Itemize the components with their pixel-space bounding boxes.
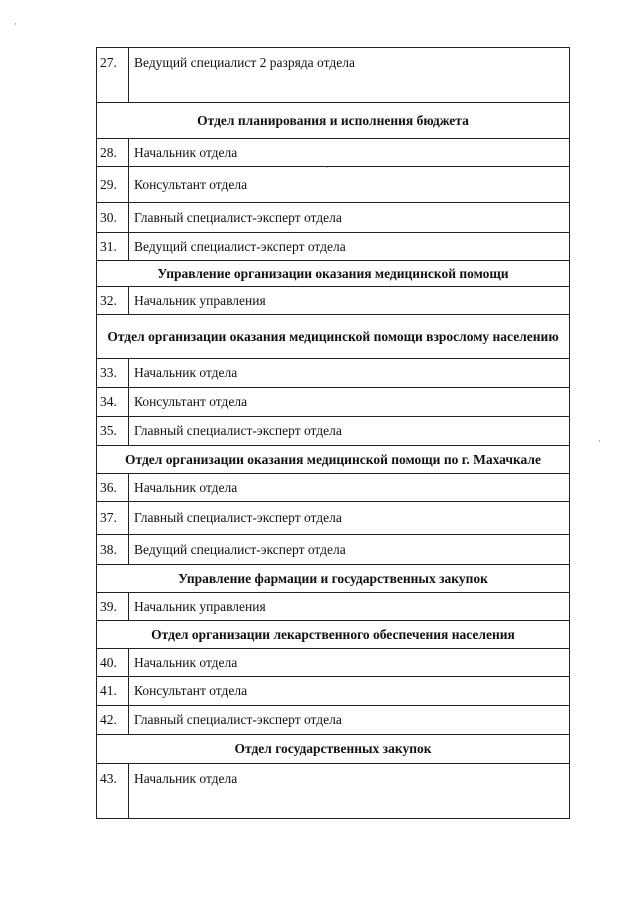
section-header-row bbox=[97, 735, 570, 764]
position-number: 37. bbox=[97, 502, 129, 535]
position-number: 29. bbox=[97, 167, 129, 203]
document-page bbox=[96, 47, 570, 819]
section-header-row bbox=[97, 261, 570, 287]
position-row bbox=[97, 359, 570, 388]
position-row bbox=[97, 649, 570, 677]
section-title: Отдел государственных закупок bbox=[97, 735, 570, 764]
position-row bbox=[97, 706, 570, 735]
position-number: 34. bbox=[97, 388, 129, 417]
table-body bbox=[97, 48, 570, 819]
position-title: Главный специалист-эксперт отдела bbox=[129, 417, 570, 446]
section-title: Отдел организации лекарственного обеспечения населения bbox=[97, 621, 570, 649]
section-header-row bbox=[97, 565, 570, 593]
position-number: 32. bbox=[97, 287, 129, 315]
position-row bbox=[97, 764, 570, 819]
section-header-row bbox=[97, 446, 570, 474]
position-title: Главный специалист-эксперт отдела bbox=[129, 706, 570, 735]
position-title: Начальник отдела bbox=[129, 139, 570, 167]
position-number: 35. bbox=[97, 417, 129, 446]
position-title: Консультант отдела bbox=[129, 388, 570, 417]
section-title: Управление фармации и государственных закупок bbox=[97, 565, 570, 593]
position-number: 31. bbox=[97, 233, 129, 261]
position-number: 38. bbox=[97, 535, 129, 565]
position-title: Начальник отдела bbox=[129, 359, 570, 388]
position-number: 28. bbox=[97, 139, 129, 167]
section-title: Отдел планирования и исполнения бюджета bbox=[97, 103, 570, 139]
position-title: Начальник управления bbox=[129, 287, 570, 315]
position-row bbox=[97, 593, 570, 621]
position-title: Главный специалист-эксперт отдела bbox=[129, 502, 570, 535]
position-number: 43. bbox=[97, 764, 129, 819]
section-header-row bbox=[97, 621, 570, 649]
position-title: Начальник отдела bbox=[129, 474, 570, 502]
position-title: Начальник отдела bbox=[129, 764, 570, 819]
section-header-row bbox=[97, 103, 570, 139]
position-row bbox=[97, 535, 570, 565]
position-row bbox=[97, 417, 570, 446]
position-title: Начальник управления bbox=[129, 593, 570, 621]
section-title: Управление организации оказания медицинской помощи bbox=[97, 261, 570, 287]
staff-positions-table bbox=[96, 47, 570, 819]
position-row bbox=[97, 233, 570, 261]
position-number: 39. bbox=[97, 593, 129, 621]
section-title: Отдел организации оказания медицинской помощи взрослому населению bbox=[97, 315, 570, 359]
position-row bbox=[97, 677, 570, 706]
position-number: 30. bbox=[97, 203, 129, 233]
position-title: Главный специалист-эксперт отдела bbox=[129, 203, 570, 233]
position-number: 41. bbox=[97, 677, 129, 706]
section-title: Отдел организации оказания медицинской помощи по г. Махачкале bbox=[97, 446, 570, 474]
position-title: Ведущий специалист-эксперт отдела bbox=[129, 233, 570, 261]
position-number: 27. bbox=[97, 48, 129, 103]
position-title: Консультант отдела bbox=[129, 167, 570, 203]
position-title: Консультант отдела bbox=[129, 677, 570, 706]
scan-speck: · bbox=[598, 436, 601, 446]
position-row bbox=[97, 203, 570, 233]
position-row bbox=[97, 167, 570, 203]
position-number: 33. bbox=[97, 359, 129, 388]
position-number: 36. bbox=[97, 474, 129, 502]
scan-speck: · bbox=[326, 162, 329, 172]
position-title: Ведущий специалист-эксперт отдела bbox=[129, 535, 570, 565]
position-title: Ведущий специалист 2 разряда отдела bbox=[129, 48, 570, 103]
position-row bbox=[97, 474, 570, 502]
position-row bbox=[97, 287, 570, 315]
position-number: 40. bbox=[97, 649, 129, 677]
position-row bbox=[97, 139, 570, 167]
position-row bbox=[97, 388, 570, 417]
position-number: 42. bbox=[97, 706, 129, 735]
scan-speck: · bbox=[14, 19, 17, 29]
position-row bbox=[97, 48, 570, 103]
position-title: Начальник отдела bbox=[129, 649, 570, 677]
position-row bbox=[97, 502, 570, 535]
section-header-row bbox=[97, 315, 570, 359]
